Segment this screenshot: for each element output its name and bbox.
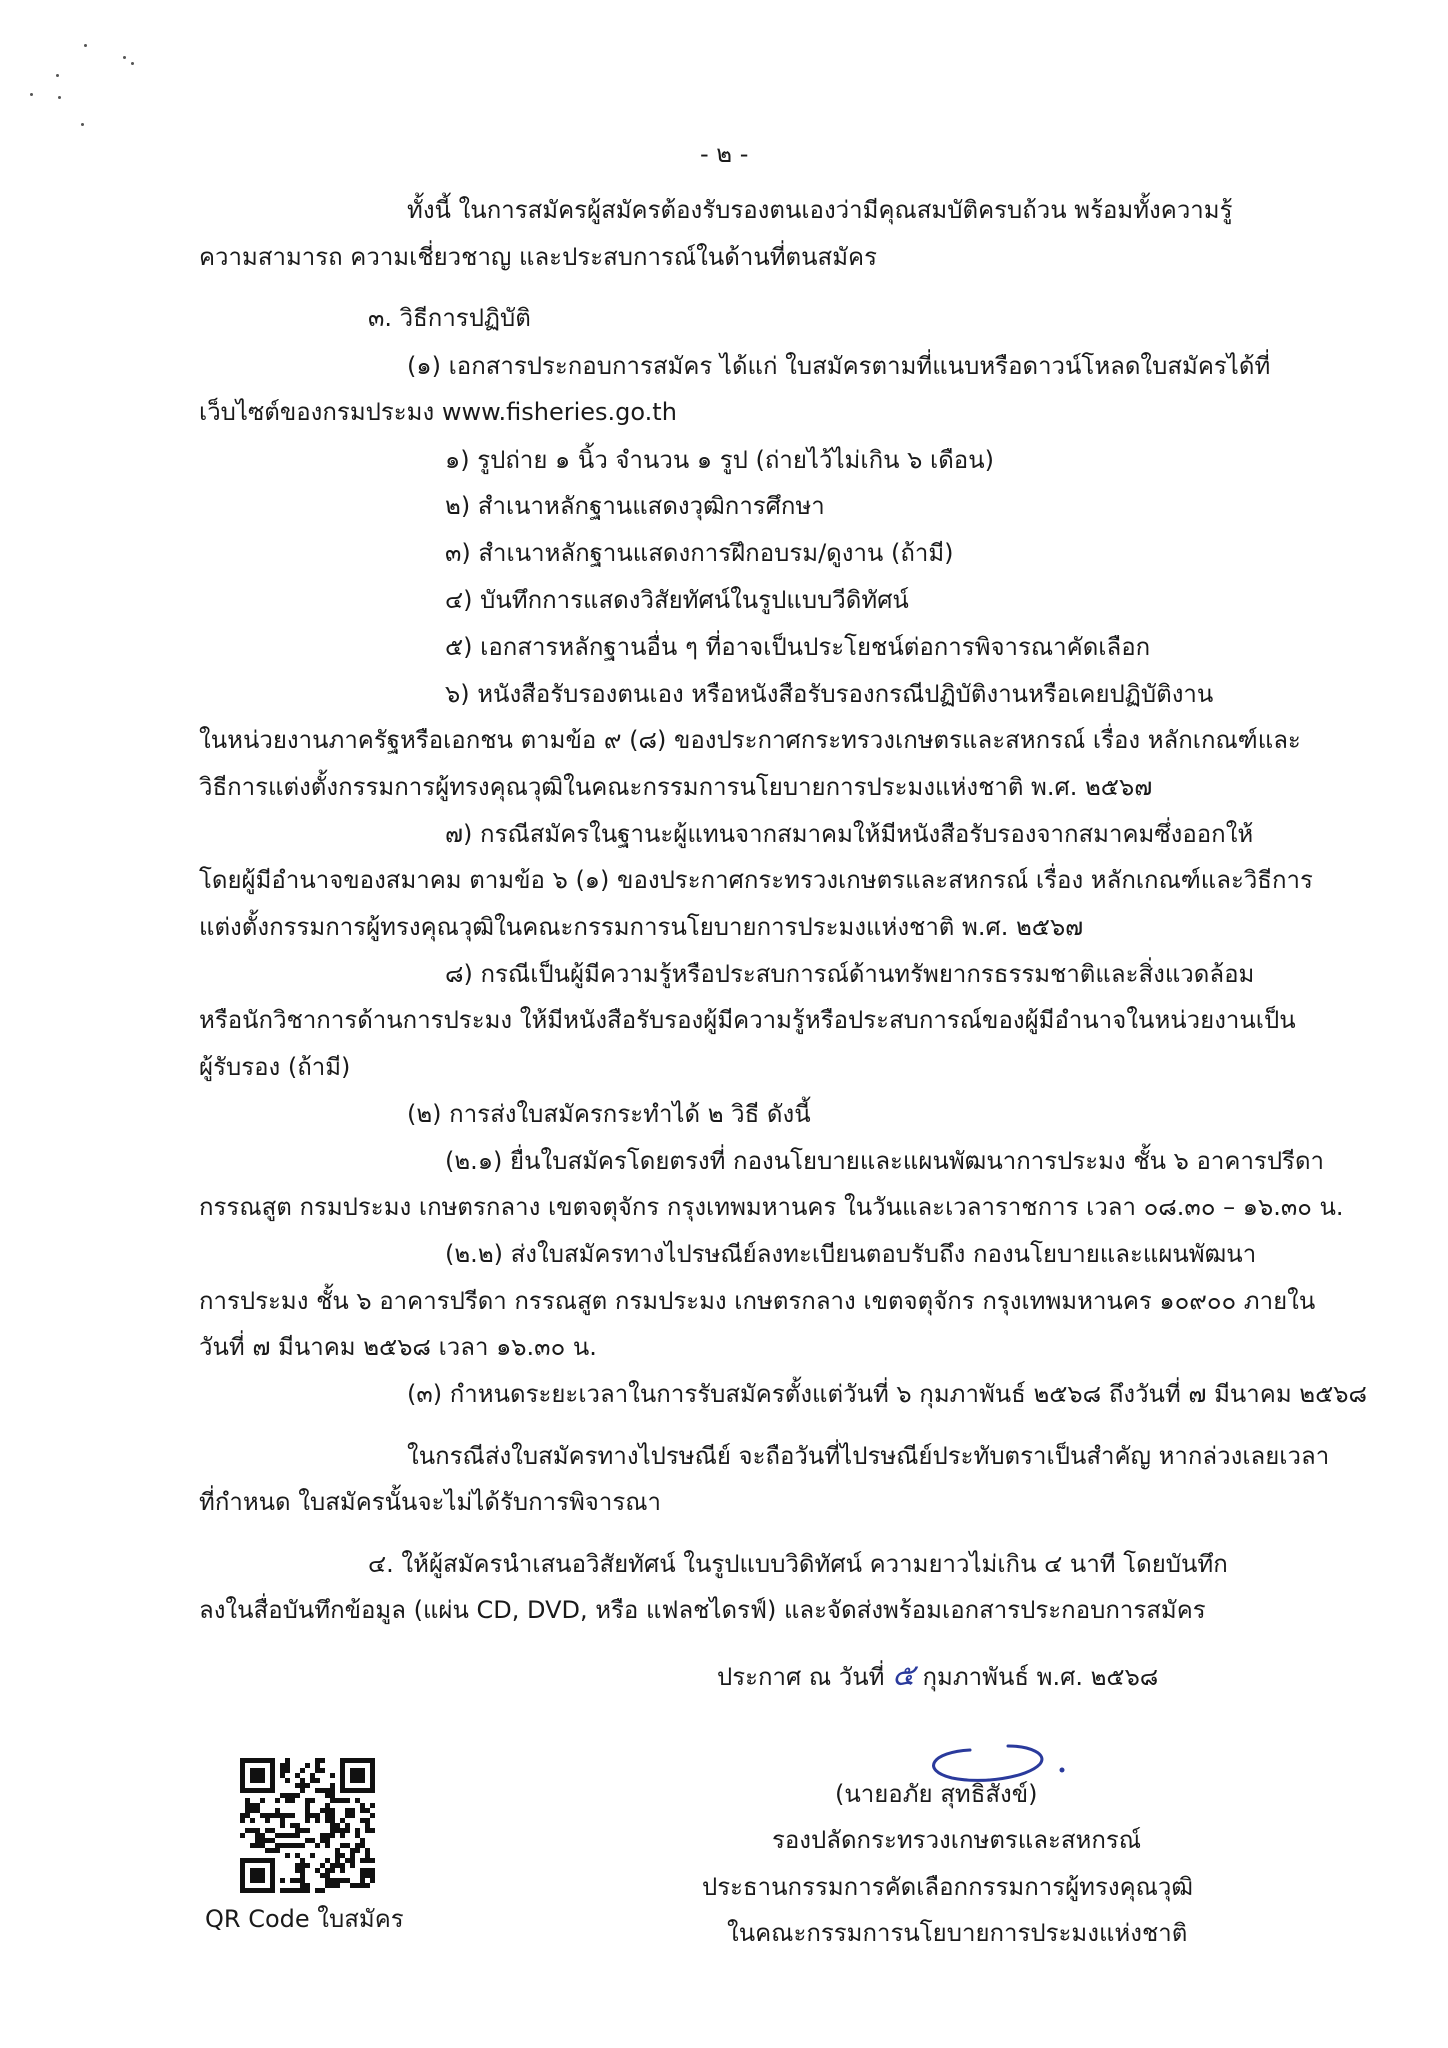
item-2-heading: (๒) การส่งใบสมัครกระทำได้ ๒ วิธี ดังนี้ — [407, 1100, 811, 1128]
qr-caption: QR Code ใบสมัคร — [205, 1905, 404, 1933]
item-1-line-2: เว็บไซต์ของกรมประมง www.fisheries.go.th — [199, 398, 677, 426]
doc-item-3: ๓) สำเนาหลักฐานแสดงการฝึกอบรม/ดูงาน (ถ้ามี) — [445, 539, 954, 567]
doc-item-6-line-1: ๖) หนังสือรับรองตนเอง หรือหนังสือรับรองกรณีปฏิบัติงานหรือเคยปฏิบัติงาน — [445, 680, 1214, 708]
signatory-position-1: รองปลัดกระทรวงเกษตรและสหกรณ์ — [772, 1826, 1142, 1854]
doc-item-6-line-3: วิธีการแต่งตั้งกรรมการผู้ทรงคุณวุฒิในคณะกรรมการนโยบายการประมงแห่งชาติ พ.ศ. ๒๕๖๗ — [199, 773, 1153, 801]
page-number: - ๒ - — [700, 140, 749, 168]
signatory-position-2: ประธานกรรมการคัดเลือกกรรมการผู้ทรงคุณวุฒิ — [702, 1873, 1194, 1901]
item-2-1-line-2: กรรณสูต กรมประมง เกษตรกลาง เขตจตุจักร กรุงเทพมหานคร ในวันและเวลาราชการ เวลา ๐๘.๓๐ – ๑๖.๓๐ น. — [199, 1193, 1344, 1221]
intro-paragraph-line-2: ความสามารถ ความเชี่ยวชาญ และประสบการณ์ในด้านที่ตนสมัคร — [199, 243, 877, 271]
section-3-heading: ๓. วิธีการปฏิบัติ — [368, 304, 531, 332]
postal-note-line-2: ที่กำหนด ใบสมัครนั้นจะไม่ได้รับการพิจารณา — [199, 1488, 661, 1516]
intro-paragraph-line-1: ทั้งนี้ ในการสมัครผู้สมัครต้องรับรองตนเองว่ามีคุณสมบัติครบถ้วน พร้อมทั้งความรู้ — [407, 196, 1233, 224]
signatory-position-3: ในคณะกรรมการนโยบายการประมงแห่งชาติ — [727, 1919, 1188, 1947]
doc-item-6-line-2: ในหน่วยงานภาครัฐหรือเอกชน ตามข้อ ๙ (๘) ของประกาศกระทรวงเกษตรและสหกรณ์ เรื่อง หลักเกณฑ์และ — [199, 726, 1301, 754]
doc-item-8-line-2: หรือนักวิชาการด้านการประมง ให้มีหนังสือรับรองผู้มีความรู้หรือประสบการณ์ของผู้มีอำนาจในหน่วยงานเป็น — [199, 1006, 1296, 1034]
doc-item-7-line-1: ๗) กรณีสมัครในฐานะผู้แทนจากสมาคมให้มีหนังสือรับรองจากสมาคมซึ่งออกให้ — [445, 820, 1254, 848]
doc-item-2: ๒) สำเนาหลักฐานแสดงวุฒิการศึกษา — [445, 492, 825, 520]
doc-item-4: ๔) บันทึกการแสดงวิสัยทัศน์ในรูปแบบวีดิทัศน์ — [445, 586, 909, 614]
announcement-suffix: กุมภาพันธ์ พ.ศ. ๒๕๖๘ — [922, 1663, 1159, 1691]
doc-item-1: ๑) รูปถ่าย ๑ นิ้ว จำนวน ๑ รูป (ถ่ายไว้ไม่เกิน ๖ เดือน) — [445, 446, 994, 474]
item-1-line-1: (๑) เอกสารประกอบการสมัคร ได้แก่ ใบสมัครตามที่แนบหรือดาวน์โหลดใบสมัครได้ที่ — [407, 352, 1271, 380]
doc-item-7-line-2: โดยผู้มีอำนาจของสมาคม ตามข้อ ๖ (๑) ของประกาศกระทรวงเกษตรและสหกรณ์ เรื่อง หลักเกณฑ์และวิธีการ — [199, 866, 1313, 894]
announcement-date — [717, 1660, 1158, 1693]
signatory-name: (นายอภัย สุทธิสังข์) — [835, 1780, 1038, 1808]
item-2-2-line-1: (๒.๒) ส่งใบสมัครทางไปรษณีย์ลงทะเบียนตอบรับถึง กองนโยบายและแผนพัฒนา — [445, 1240, 1257, 1268]
section-4-line-2: ลงในสื่อบันทึกข้อมูล (แผ่น CD, DVD, หรือ แฟลชไดรฟ์) และจัดส่งพร้อมเอกสารประกอบการสมัคร — [199, 1596, 1206, 1624]
postal-note-line-1: ในกรณีส่งใบสมัครทางไปรษณีย์ จะถือวันที่ไปรษณีย์ประทับตราเป็นสำคัญ หากล่วงเลยเวลา — [407, 1442, 1330, 1470]
doc-item-5: ๕) เอกสารหลักฐานอื่น ๆ ที่อาจเป็นประโยชน์ต่อการพิจารณาคัดเลือก — [445, 633, 1151, 661]
item-2-2-line-2: การประมง ชั้น ๖ อาคารปรีดา กรรณสูต กรมประมง เกษตรกลาง เขตจตุจักร กรุงเทพมหานคร ๑๐๙๐๐ ภายใน — [199, 1287, 1316, 1315]
announcement-day: ๕ — [892, 1658, 915, 1693]
item-2-1-line-1: (๒.๑) ยื่นใบสมัครโดยตรงที่ กองนโยบายและแผนพัฒนาการประมง ชั้น ๖ อาคารปรีดา — [445, 1147, 1325, 1175]
application-qr-code[interactable] — [240, 1758, 375, 1893]
doc-item-8-line-1: ๘) กรณีเป็นผู้มีความรู้หรือประสบการณ์ด้านทรัพยากรธรรมชาติและสิ่งแวดล้อม — [445, 960, 1255, 988]
doc-item-8-line-3: ผู้รับรอง (ถ้ามี) — [199, 1053, 351, 1081]
doc-item-7-line-3: แต่งตั้งกรรมการผู้ทรงคุณวุฒิในคณะกรรมการนโยบายการประมงแห่งชาติ พ.ศ. ๒๕๖๗ — [199, 913, 1084, 941]
section-4-line-1: ๔. ให้ผู้สมัครนำเสนอวิสัยทัศน์ ในรูปแบบวิดิทัศน์ ความยาวไม่เกิน ๔ นาที โดยบันทึก — [368, 1550, 1228, 1578]
item-3: (๓) กำหนดระยะเวลาในการรับสมัครตั้งแต่วันที่ ๖ กุมภาพันธ์ ๒๕๖๘ ถึงวันที่ ๗ มีนาคม ๒๕๖๘ — [407, 1380, 1368, 1408]
announcement-prefix: ประกาศ ณ วันที่ — [717, 1663, 885, 1691]
item-2-2-line-3: วันที่ ๗ มีนาคม ๒๕๖๘ เวลา ๑๖.๓๐ น. — [199, 1333, 597, 1361]
